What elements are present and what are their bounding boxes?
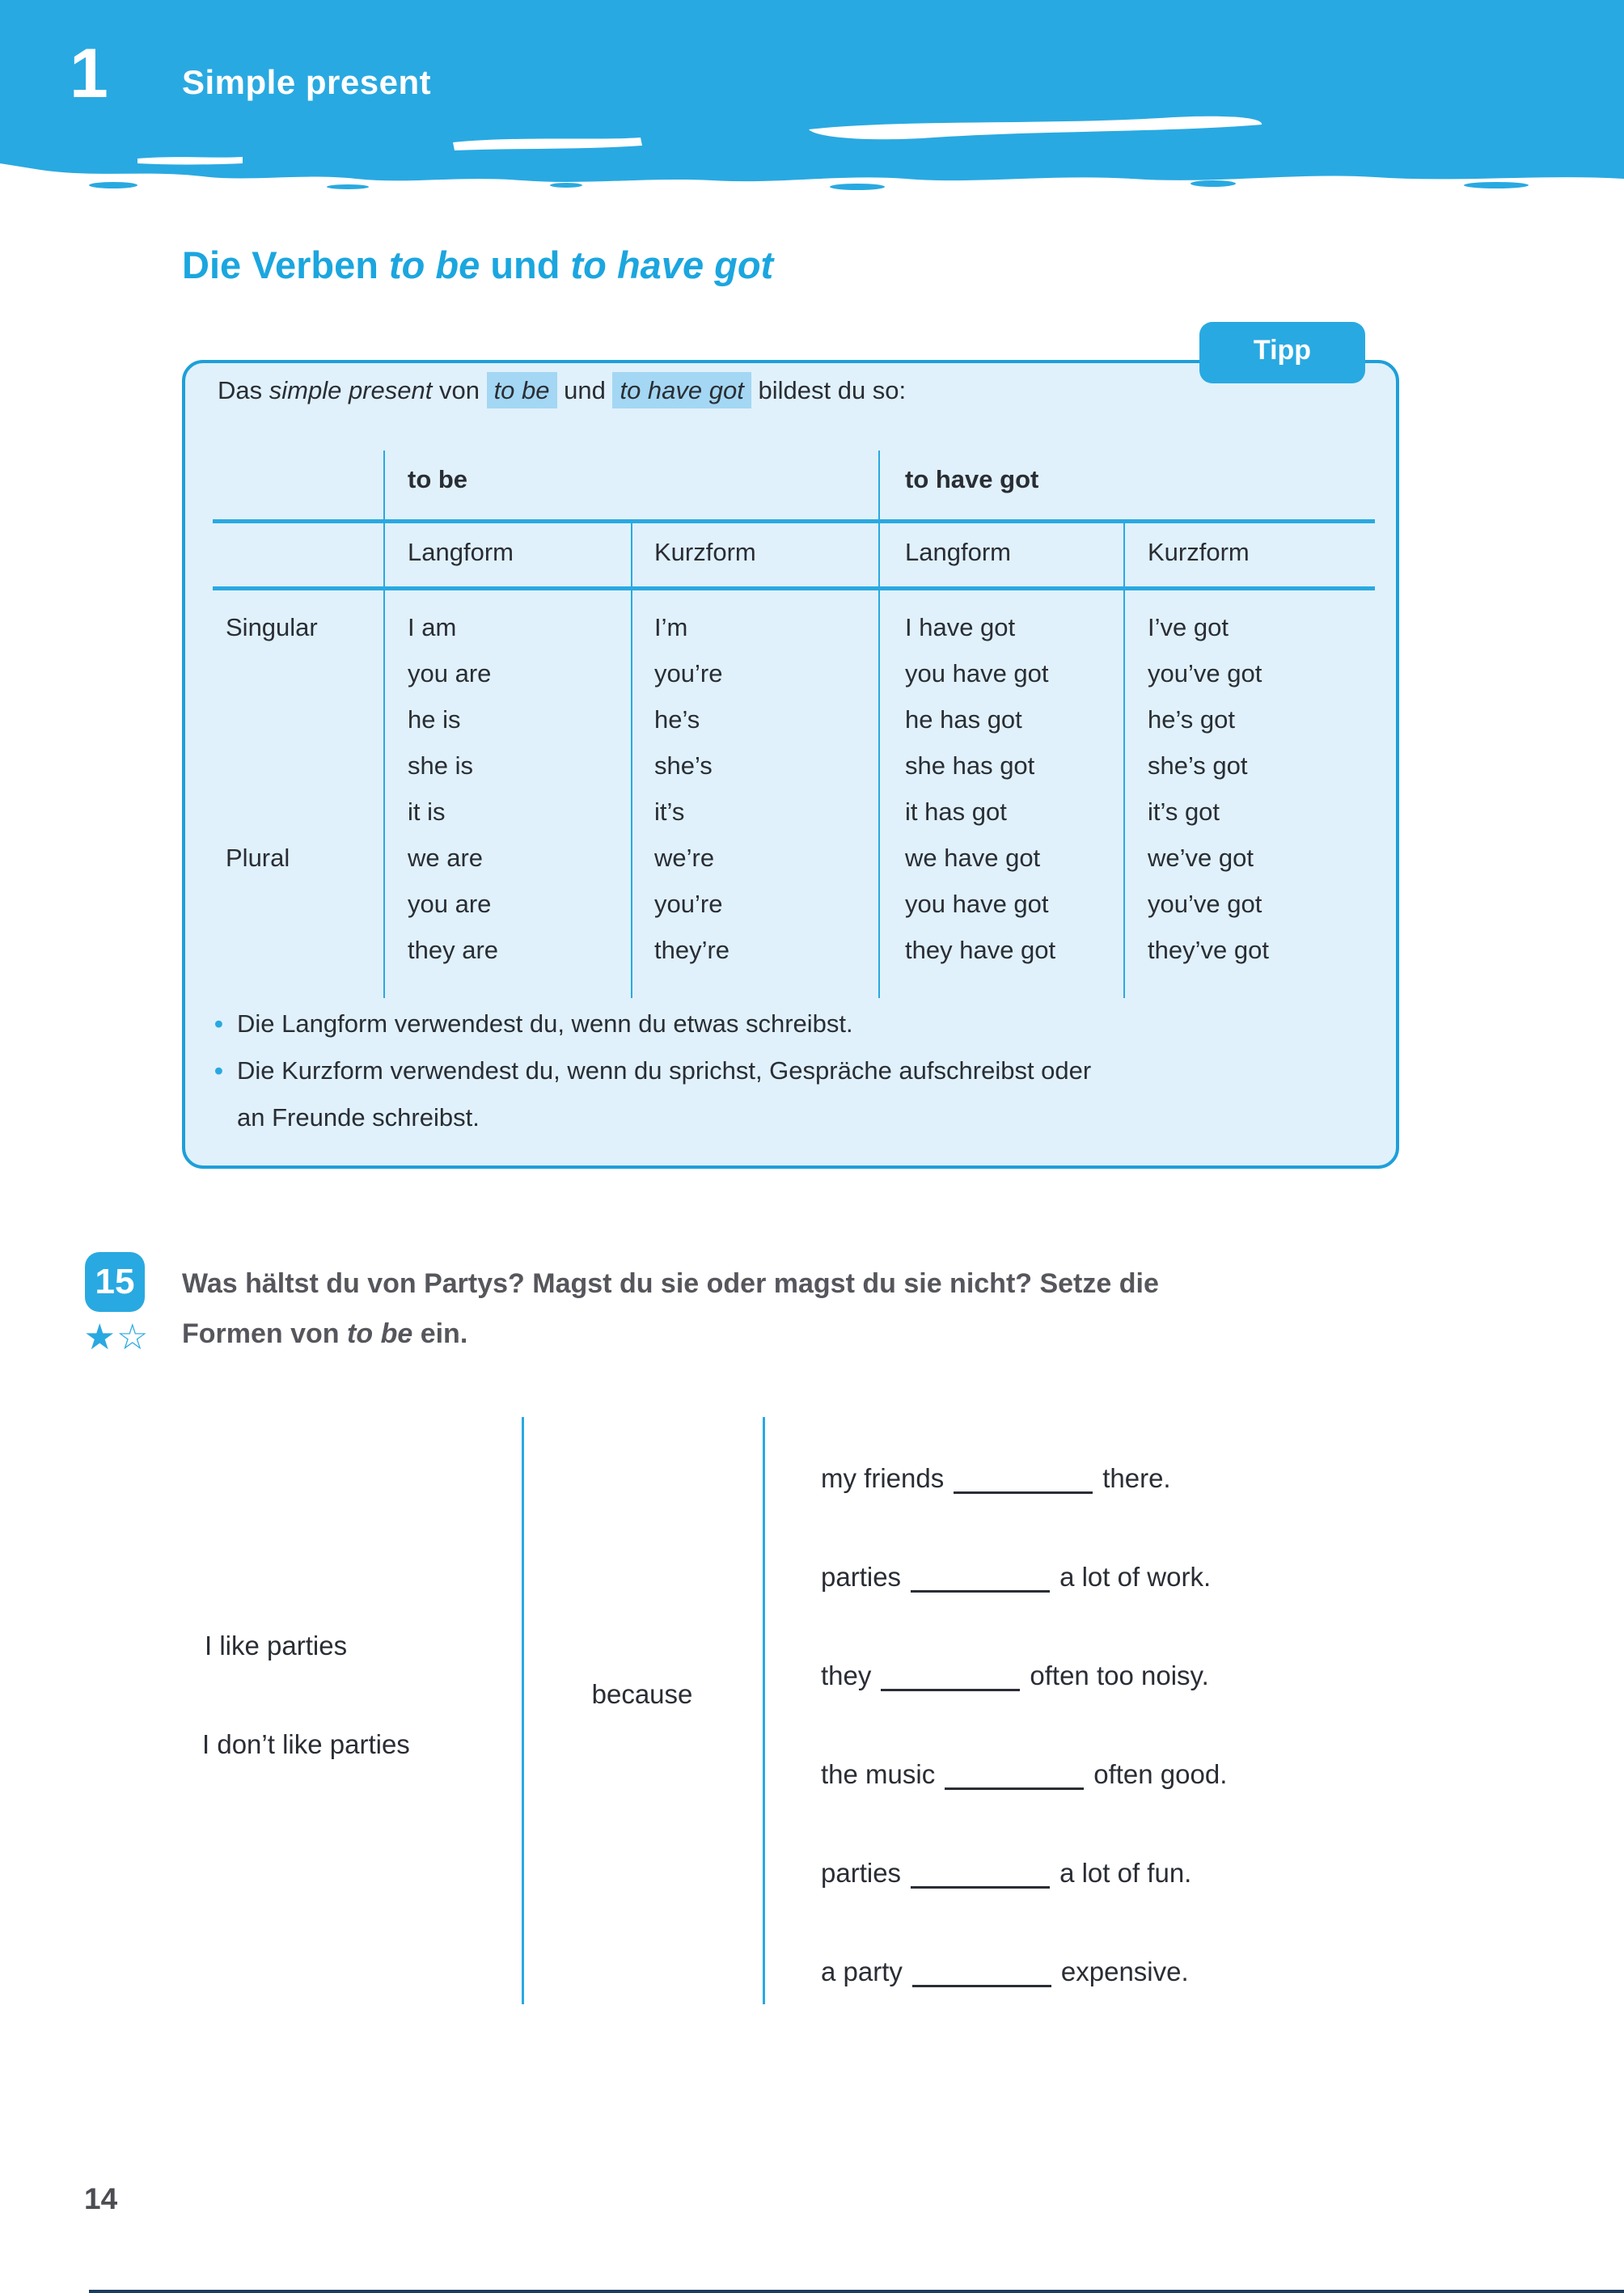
answer-blank[interactable] — [954, 1462, 1093, 1494]
filled-star-icon: ★ — [83, 1317, 116, 1358]
table-cell: you’ve got — [1148, 659, 1262, 687]
column-header-kurzform: Kurzform — [1148, 538, 1250, 566]
tip-box — [182, 335, 1399, 1169]
tip-bullet-list — [214, 1001, 1120, 1141]
page-title-text: Die Verben — [182, 243, 389, 286]
sentence-pre: parties — [821, 1562, 902, 1592]
fill-in-sentence — [821, 1857, 1191, 1889]
sentence-pre: my friends — [821, 1463, 945, 1493]
table-cell: it is — [408, 797, 446, 826]
fill-in-sentence — [821, 1561, 1211, 1593]
table-cell: he’s — [654, 705, 700, 734]
column-to-have-got-kurzform — [1148, 604, 1269, 973]
column-header-langform: Langform — [905, 538, 1011, 566]
column-to-be-langform — [408, 604, 498, 973]
answer-blank[interactable] — [912, 1956, 1051, 1987]
table-divider — [1123, 519, 1125, 998]
sentence-pre: parties — [821, 1858, 902, 1888]
intro-highlight-to-have-got: to have got — [612, 372, 751, 408]
sentence-post: there. — [1102, 1463, 1171, 1493]
table-cell: they’re — [654, 936, 730, 964]
table-cell: they’ve got — [1148, 936, 1269, 964]
table-cell: you are — [408, 890, 492, 918]
tip-bullet-text: Die Langform verwendest du, wenn du etwas schreibst. — [237, 1009, 853, 1038]
tip-bullet-item — [214, 1001, 1120, 1047]
page-title — [182, 243, 773, 287]
table-divider — [631, 519, 632, 998]
intro-italic-simple-present: simple present — [269, 376, 433, 404]
intro-text: und — [556, 376, 613, 404]
table-cell: I am — [408, 613, 457, 641]
exercise-instruction — [182, 1259, 1363, 1359]
conjugation-table — [213, 451, 1375, 1001]
intro-text: von — [432, 376, 487, 404]
answer-blank[interactable] — [911, 1857, 1050, 1889]
sentence-post: often too noisy. — [1030, 1661, 1209, 1690]
chapter-title: Simple present — [182, 63, 432, 101]
fill-in-sentence — [821, 1956, 1189, 1987]
table-cell: he has got — [905, 705, 1022, 734]
sentence-post: a lot of fun. — [1059, 1858, 1192, 1888]
table-cell: it has got — [905, 797, 1007, 826]
row-label-singular: Singular — [226, 613, 318, 641]
table-cell: I’m — [654, 613, 688, 641]
intro-text: Das — [218, 376, 269, 404]
sentence-post: expensive. — [1060, 1957, 1189, 1986]
instruction-line2-post: ein. — [412, 1318, 468, 1349]
instruction-line1: Was hältst du von Partys? Magst du sie oder magst du sie nicht? Setze die — [182, 1268, 1159, 1299]
sentence-pre: they — [821, 1661, 872, 1690]
table-cell: she’s got — [1148, 751, 1248, 780]
table-cell: he is — [408, 705, 461, 734]
sentence-pre: a party — [821, 1957, 903, 1986]
tip-bullet-item — [214, 1047, 1120, 1141]
connector-because: because — [591, 1679, 693, 1709]
table-divider — [383, 451, 385, 998]
table-cell: it’s got — [1148, 797, 1220, 826]
group-header-to-have-got: to have got — [905, 465, 1039, 493]
tip-intro-sentence — [218, 376, 906, 405]
table-cell: she’s — [654, 751, 713, 780]
table-cell: we have got — [905, 844, 1041, 872]
answer-blank[interactable] — [945, 1758, 1084, 1790]
column-header-langform: Langform — [408, 538, 514, 566]
table-cell: you are — [408, 659, 492, 687]
page-title-text-und: und — [480, 243, 571, 286]
table-cell: she is — [408, 751, 473, 780]
table-divider — [878, 451, 880, 998]
group-header-to-be: to be — [408, 465, 468, 493]
intro-text: bildest du so: — [751, 376, 907, 404]
table-cell: they are — [408, 936, 499, 964]
exercise-number-badge: 15 — [85, 1252, 145, 1312]
column-to-have-got-langform — [905, 604, 1055, 973]
tip-bullet-text: Die Kurzform verwendest du, wenn du sprichst, Gespräche aufschreibst oder an Freunde schreibst. — [237, 1056, 1092, 1132]
footer-rule — [89, 2290, 1624, 2293]
brush-stroke-texture — [0, 94, 1624, 191]
bullet-dot-icon: • — [214, 1056, 223, 1085]
page-title-italic-to-have-got: to have got — [570, 243, 774, 286]
row-label-plural: Plural — [226, 844, 290, 872]
column-to-be-kurzform — [654, 604, 730, 973]
table-cell: he’s got — [1148, 705, 1236, 734]
exercise-divider-line — [522, 1417, 524, 2004]
table-cell: I have got — [905, 613, 1016, 641]
table-cell: you have got — [905, 890, 1049, 918]
outline-star-icon: ☆ — [116, 1317, 150, 1358]
page-title-italic-to-be: to be — [389, 243, 480, 286]
sentence-post: often good. — [1093, 1759, 1228, 1789]
table-cell: you’ve got — [1148, 890, 1262, 918]
table-cell: she has got — [905, 751, 1035, 780]
table-cell: we’ve got — [1148, 844, 1254, 872]
page-number: 14 — [84, 2182, 118, 2215]
fill-in-sentence — [821, 1758, 1227, 1790]
exercise-divider-line — [763, 1417, 765, 2004]
table-rule-subheader — [213, 586, 1375, 590]
table-rule-top — [213, 519, 1375, 523]
column-header-kurzform: Kurzform — [654, 538, 756, 566]
table-cell: it’s — [654, 797, 685, 826]
fill-in-sentence — [821, 1660, 1209, 1691]
intro-highlight-to-be: to be — [487, 372, 557, 408]
table-cell: you’re — [654, 890, 723, 918]
fill-in-sentence — [821, 1462, 1171, 1494]
unit-number: 1 — [70, 35, 108, 112]
bullet-dot-icon: • — [214, 1009, 223, 1038]
instruction-italic-to-be: to be — [347, 1318, 413, 1349]
prompt-i-like-parties: I like parties — [205, 1631, 348, 1661]
table-cell: they have got — [905, 936, 1056, 964]
prompt-i-dont-like-parties: I don’t like parties — [202, 1729, 410, 1759]
answer-blank[interactable] — [911, 1561, 1050, 1593]
table-cell: we are — [408, 844, 484, 872]
sentence-pre: the music — [821, 1759, 936, 1789]
table-cell: I’ve got — [1148, 613, 1229, 641]
sentence-post: a lot of work. — [1059, 1562, 1212, 1592]
table-cell: you have got — [905, 659, 1049, 687]
tip-tab-label: Tipp — [1199, 322, 1365, 383]
table-cell: you’re — [654, 659, 723, 687]
table-cell: we’re — [654, 844, 715, 872]
chapter-header-band — [0, 0, 1624, 190]
answer-blank[interactable] — [881, 1660, 1020, 1691]
difficulty-rating — [79, 1317, 154, 1358]
instruction-line2-pre: Formen von — [182, 1318, 348, 1349]
